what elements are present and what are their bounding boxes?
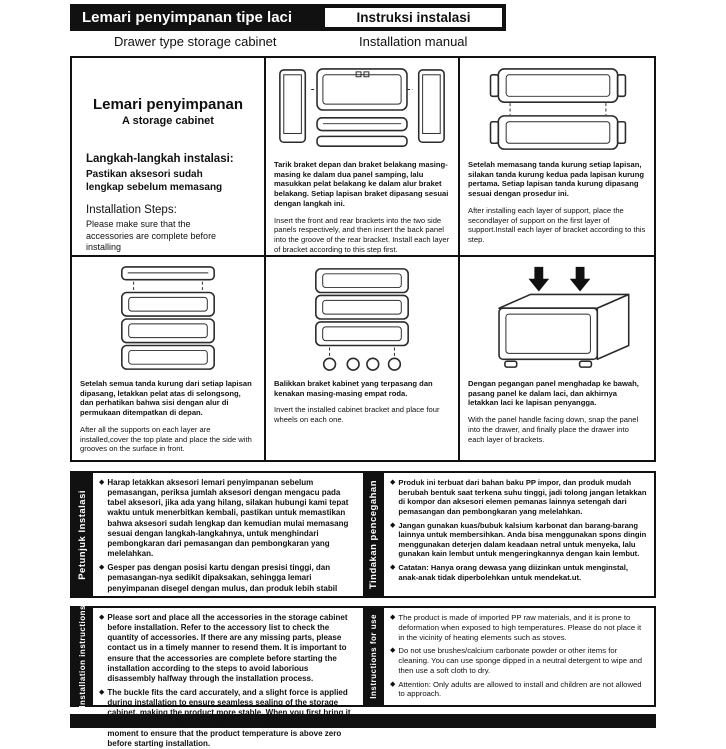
tindakan-pencegahan-section [363,473,654,596]
list-item [99,563,357,593]
petunjuk-instalasi-label: Petunjuk Instalasi [77,489,88,580]
step-panel-5 [460,257,654,460]
installation-instructions-label: Installation instructions [78,605,87,708]
petunjuk-instalasi-label-strip [72,473,93,596]
stacking-layers-illustration [468,64,646,156]
tindakan-pencegahan-label-strip [363,473,384,596]
diamond-bullet-icon: ◆ [390,614,396,621]
petunjuk-bullet-1: Harap letakkan aksesori lemari penyimpanan sebelum pemasangan, periksa jumlah aksesori dengan mengacu pada tabel aksesori, jika ada yang hilang, silakan hubungi kami tepat waktu untuk menerbitkan kembali, pastikan untuk memastikan bahwa aksesori sudah lengkap dan kemudian mulai memasang sesuai dengan langkah-langkahnya, untuk menghindari pembongkaran dari pemasangan dan pembongkaran yang melelahkan. [107,478,349,559]
exploded-parts-illustration [274,64,450,156]
installation-instructions-label-strip [72,605,93,708]
list-item [390,478,648,517]
diamond-bullet-icon: ◆ [99,614,105,621]
use-en-bullet-2: Do not use brushes/calcium carbonate powder or other items for cleaning. You can use sponge dipped in a neutral detergent to wipe and then use a soft cloth to dry. [398,646,643,675]
steps-heading-en: Installation Steps: [86,204,177,216]
steps-note-en: Please make sure that the accessories are complete before installing [86,219,217,253]
list-item [390,646,648,675]
cabinet-title-en: A storage cabinet [122,115,214,127]
step-panel-3 [72,257,266,460]
install-en-bullet-2: The buckle fits the card accurately, and a slight force is applied during installation to ensure seamless sealing of the storage cabinet, making the product more stable. When you first bring it indoors from a temperature below zero, please let it sit for a moment to ensure that the product temperature is above zero before starting installation. [107,688,351,748]
list-item [390,563,648,582]
instructions-for-use-label: Instructions for use [369,614,378,699]
diamond-bullet-icon: ◆ [390,521,396,529]
petunjuk-instalasi-text [93,473,363,596]
step4-text-id: Balikkan braket kabinet yang terpasang dan kenakan masing-masing empat roda. [274,379,433,398]
step4-text-en: Invert the installed cabinet bracket and place four wheels on each one. [274,405,440,425]
diamond-bullet-icon: ◆ [390,479,396,486]
list-item [390,521,648,560]
installation-instructions-text [93,608,363,748]
page-title: Lemari penyimpanan tipe laci [82,9,293,26]
installation-steps-grid [70,56,656,462]
list-item [99,688,357,749]
instructions-for-use-label-strip [363,608,384,705]
step-panel-2 [460,58,654,257]
list-item [390,613,648,642]
diamond-bullet-icon: ◆ [99,479,105,486]
install-en-bullet-1: Please sort and place all the accessories in the storage cabinet before installation. Refer to the accessory list to check the quantity of accessories. If there are any missing parts, please contact us in a timely manner to resend them. It is important to ensure that the accessories are complete before starting the installation according to the steps to avoid laborious disassembly halfway through the installation process. [107,613,348,683]
step-panel-4 [266,257,460,460]
petunjuk-bullet-2: Gesper pas dengan posisi kartu dengan presisi tinggi, dan pemasangan-nya sedikit dipaksakan, sehingga lemari penyimpanan disegel dengan mulus, dan produk lebih stabil [107,563,338,593]
tindakan-bullet-3: Catatan: Hanya orang dewasa yang diizinkan untuk menginstal, anak-anak tidak diperbolehkan untuk mendekat.ut. [398,563,628,582]
use-en-bullet-3: Attention: Only adults are allowed to install and children are not allowed to approach. [398,679,642,699]
tindakan-bullet-1: Produk ini terbuat dari bahan baku PP impor, dan produk mudah berubah bentuk saat terkena suhu tinggi, jadi tolong jangan letakkan di kompor dan aksesori elemen pemanas lainnya setengah dari pemasangan dan pembongkaran yang melelahkan. [398,478,647,516]
notes-box-english [70,605,656,748]
step-panel-1 [266,58,460,257]
step1-text-id: Tarik braket depan dan braket belakang masing-masing ke dalam dua panel samping, lalu masukkan pelat belakang ke dalam alur braket belakang. Setiap lapisan braket dipasang sesuai dengan langkah ini. [274,160,449,208]
list-item [390,680,648,700]
manual-page [70,4,656,748]
intro-panel [72,58,266,257]
subtitle-english-left: Drawer type storage cabinet [113,33,277,49]
step5-text-id: Dengan pegangan panel menghadap ke bawah, pasang panel ke dalam laci, dan akhirnya letakkan laci ke lapisan penyangga. [468,379,639,408]
step2-text-id: Setelah memasang tanda kurung setiap lapisan, silakan tanda kurung kedua pada lapisan kurung pertama. Setiap lapisan tanda kurung dipasang sesuai dengan prosedur ini. [468,160,644,199]
step1-text-en: Insert the front and rear brackets into the two side panels respectively, and then insert the back panel into the groove of the rear bracket. Install each layer of bracket according to this step first. [274,215,450,254]
diamond-bullet-icon: ◆ [99,689,105,697]
steps-note-id: Pastikan aksesori sudah lengkap sebelum memasang [86,169,223,193]
top-plate-illustration [80,263,256,375]
wheels-illustration [274,263,450,375]
drawer-insert-illustration [468,263,646,375]
header-bar [70,4,506,31]
intro-steps-block [82,153,254,254]
petunjuk-instalasi-section [72,473,363,596]
diamond-bullet-icon: ◆ [99,564,105,572]
diamond-bullet-icon: ◆ [390,680,396,688]
instructions-for-use-text [384,608,654,705]
step5-text-en: With the panel handle facing down, snap the panel into the drawer, and finally place the drawer into each layer of brackets. [468,415,639,444]
diamond-bullet-icon: ◆ [390,564,396,572]
step3-text-id: Setelah semua tanda kurung dari setiap lapisan dipasang, letakkan pelat atas di selongsong, dan perhatikan bahwa sisi dengan alur di permukaan ditempatkan di depan. [80,379,252,418]
instructions-for-use-section [363,608,654,705]
tindakan-pencegahan-label: Tindakan pencegahan [368,479,379,590]
tindakan-bullet-2: Jangan gunakan kuas/bubuk kalsium karbonat dan barang-barang lainnya untuk membersihkan. Anda bisa menggunakan spons dingin menggunakan deterjen dalam keadaan netral untuk menyeka, lalu gunakan kain lembut untuk mengeringkannya dengan kain lembut. [398,520,647,559]
tindakan-pencegahan-text [384,473,654,596]
cabinet-title-id: Lemari penyimpanan [92,96,244,113]
list-item [99,613,357,684]
step3-text-en: After all the supports on each layer are installed,cover the top plate and place the side with grooves on the surface in front. [80,424,252,454]
diamond-bullet-icon: ◆ [390,647,396,655]
installation-instructions-section [72,605,363,748]
notes-box-indonesian [70,471,656,598]
steps-heading-id: Langkah-langkah instalasi: [86,153,234,165]
subtitle-english-right: Installation manual [359,33,468,49]
step2-text-en: After installing each layer of support, place the secondlayer of support on the first layer of support.Install each layer of bracket according to this step. [468,205,646,245]
header-badge: Instruksi instalasi [323,6,504,29]
subtitle-row [70,31,506,51]
use-en-bullet-1: The product is made of imported PP raw materials, and it is prone to deformation when exposed to high temperatures. Please do not place it in the vicinity of heating elements such as stoves. [398,613,642,642]
list-item [99,478,357,559]
